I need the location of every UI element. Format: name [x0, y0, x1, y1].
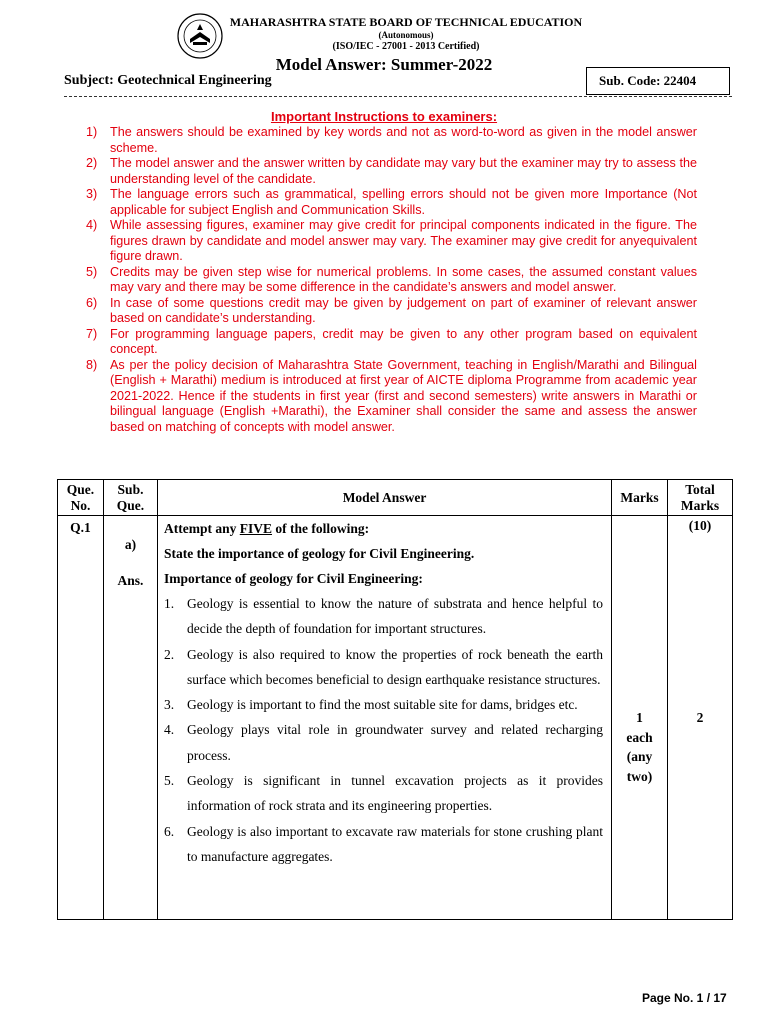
instructions-title: Important Instructions to examiners: [270, 109, 498, 124]
instruction-number: 6) [86, 295, 98, 310]
instruction-item [86, 218, 697, 265]
point-text: Geology is significant in tunnel excavation projects as it provides information of rock strata and its engineering properties. [187, 773, 603, 814]
question-number: Q.1 [58, 516, 104, 920]
instruction-number: 7) [86, 326, 98, 341]
instruction-number: 3) [86, 187, 98, 201]
header-model-answer: Model Answer [158, 480, 612, 516]
instruction-item [86, 156, 697, 187]
point-text: Geology is also required to know the properties of rock beneath the earth surface which becomes beneficial to design earthquake resistance structures. [187, 646, 603, 687]
sub-question-label: a) [124, 537, 137, 552]
question-text: State the importance of geology for Civil Engineering. [164, 546, 475, 561]
board-name: MAHARASHTRA STATE BOARD OF TECHNICAL EDUCATION [229, 15, 583, 29]
instruction-number: 1) [86, 125, 98, 139]
attempt-instruction [164, 516, 603, 541]
header-total-marks: Total Marks [668, 480, 733, 516]
total-marks-cell [668, 516, 733, 920]
answer-label: Ans. [117, 573, 144, 588]
point-number: 6. [164, 823, 175, 839]
point-text: Geology is essential to know the nature of substrata and hence helpful to decide the depth of foundation for important structures. [187, 596, 603, 637]
attempt-suffix: of the following: [272, 521, 370, 536]
instruction-item [86, 358, 697, 436]
instruction-number: 5) [86, 264, 98, 279]
sub-question-total: 2 [696, 710, 704, 725]
subject-code-box [586, 67, 730, 95]
point-number: 2. [164, 646, 175, 662]
point-text: Geology is important to find the most suitable site for dams, bridges etc. [187, 697, 578, 713]
point-number: 1. [164, 596, 175, 611]
model-answer-cell [158, 516, 612, 920]
list-item [164, 768, 603, 819]
point-number: 3. [164, 697, 175, 713]
instruction-item [86, 265, 697, 296]
instructions-list [86, 125, 697, 435]
header-sub-que: Sub. Que. [104, 480, 158, 516]
subject-name: Subject: Geotechnical Engineering [64, 73, 272, 88]
instruction-text: As per the policy decision of Maharashtra State Government, teaching in English/Marathi and Bilingual (English + Marathi) medium is introduced at first year of AICTE diploma Programme from academic year 2021-2022. Hence if the students in first year (first and second semesters) write answers in Marathi or bilingual language (English +Marathi), the Examiner shall consider the same and assess the answer based on matching of concepts with model answer. [110, 357, 697, 434]
attempt-prefix: Attempt any [164, 521, 240, 536]
header-que-no: Que. No. [58, 480, 104, 516]
instruction-item [86, 296, 697, 327]
instruction-number: 2) [86, 156, 98, 170]
instruction-item [86, 187, 697, 218]
subject-code: Sub. Code: 22404 [599, 73, 697, 88]
autonomous-label: (Autonomous) [378, 30, 434, 40]
sub-question-cell [104, 516, 158, 920]
instruction-text: The model answer and the answer written by candidate may vary but the examiner may try to assess the understanding level of the candidate. [110, 156, 697, 186]
list-item [164, 819, 603, 870]
header-marks: Marks [612, 480, 668, 516]
point-number: 4. [164, 722, 175, 738]
marks-cell [612, 516, 668, 920]
answer-points [164, 591, 603, 869]
table-row [58, 516, 733, 920]
instruction-text: While assessing figures, examiner may give credit for principal components indicated in the figure. The figures drawn by candidate and model answer may vary. The examiner may give credit for anyequivalent figure drawn. [110, 218, 697, 263]
list-item [164, 717, 603, 768]
point-number: 5. [164, 773, 175, 789]
document-title: Model Answer: Summer-2022 [275, 55, 493, 74]
answer-table [57, 479, 733, 920]
list-item [164, 591, 603, 642]
answer-heading: Importance of geology for Civil Engineering: [164, 571, 423, 586]
marks-line: (any [626, 749, 653, 764]
instruction-item [86, 327, 697, 358]
marks-line: each [626, 729, 653, 745]
marks-line: 1 [636, 710, 643, 725]
page-number: Page No. 1 / 17 [642, 991, 727, 1005]
marks-line: two) [626, 768, 653, 784]
attempt-count: FIVE [239, 521, 273, 536]
point-text: Geology plays vital role in groundwater survey and related recharging process. [187, 722, 603, 763]
table-header-row [58, 480, 733, 516]
instruction-number: 8) [86, 357, 98, 372]
iso-certification: (ISO/IEC - 27001 - 2013 Certified) [332, 41, 480, 52]
instruction-text: The answers should be examined by key words and not as word-to-word as given in the model answer scheme. [110, 125, 697, 155]
list-item [164, 692, 603, 717]
separator-line [64, 96, 732, 105]
instruction-text: For programming language papers, credit may be given to any other program based on equivalent concept. [110, 326, 697, 356]
instruction-number: 4) [86, 218, 98, 232]
instruction-item [86, 125, 697, 156]
question-total: (10) [688, 518, 712, 533]
instruction-text: The language errors such as grammatical, spelling errors should not be given more Importance (Not applicable for subject English and Communication Skills. [110, 187, 697, 217]
instruction-text: Credits may be given step wise for numerical problems. In some cases, the assumed constant values may vary and there may be some difference in the candidate’s answers and model answer. [110, 264, 697, 294]
list-item [164, 642, 603, 693]
instruction-text: In case of some questions credit may be given by judgement on part of examiner of relevant answer based on candidate’s understanding. [110, 295, 697, 325]
point-text: Geology is also important to excavate raw materials for stone crushing plant to manufacture aggregates. [187, 823, 603, 864]
